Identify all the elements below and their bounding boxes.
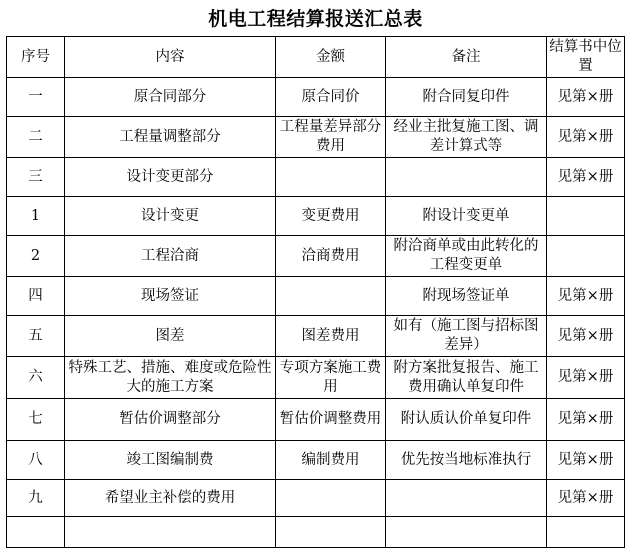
cell-location: 见第×册: [547, 117, 625, 158]
cell-amount: 洽商费用: [276, 236, 386, 277]
cell-amount: 编制费用: [276, 441, 386, 480]
cell-content: 工程量调整部分: [65, 117, 276, 158]
header-amount: 金额: [276, 37, 386, 78]
cell-remark: [386, 517, 547, 548]
cell-no: 四: [7, 277, 65, 316]
cell-no: 六: [7, 357, 65, 399]
cell-remark: 优先按当地标准执行: [386, 441, 547, 480]
cell-amount: 专项方案施工费用: [276, 357, 386, 399]
cell-no: 九: [7, 480, 65, 517]
cell-location: 见第×册: [547, 277, 625, 316]
cell-amount: [276, 480, 386, 517]
cell-location: 见第×册: [547, 78, 625, 117]
cell-content: 希望业主补偿的费用: [65, 480, 276, 517]
cell-location: [547, 236, 625, 277]
cell-no: 一: [7, 78, 65, 117]
cell-location: [547, 517, 625, 548]
cell-no: [7, 517, 65, 548]
cell-no: 八: [7, 441, 65, 480]
cell-amount: [276, 277, 386, 316]
table-row: [7, 441, 625, 480]
table-row: [7, 197, 625, 236]
cell-no: 七: [7, 399, 65, 441]
cell-content: 设计变更部分: [65, 158, 276, 197]
table-row: [7, 117, 625, 158]
cell-no: 三: [7, 158, 65, 197]
cell-content: 现场签证: [65, 277, 276, 316]
cell-remark: 附方案批复报告、施工费用确认单复印件: [386, 357, 547, 399]
cell-remark: [386, 480, 547, 517]
cell-remark: [386, 158, 547, 197]
cell-remark: 如有（施工图与招标图差异）: [386, 316, 547, 357]
table-header-row: [7, 37, 625, 78]
cell-content: 工程洽商: [65, 236, 276, 277]
cell-amount: 工程量差异部分费用: [276, 117, 386, 158]
cell-remark: 经业主批复施工图、调差计算式等: [386, 117, 547, 158]
table-row: [7, 357, 625, 399]
cell-location: 见第×册: [547, 158, 625, 197]
cell-amount: 暂估价调整费用: [276, 399, 386, 441]
cell-amount: [276, 517, 386, 548]
cell-amount: 原合同价: [276, 78, 386, 117]
cell-content: 设计变更: [65, 197, 276, 236]
table-row: [7, 236, 625, 277]
cell-location: 见第×册: [547, 480, 625, 517]
cell-content: 图差: [65, 316, 276, 357]
cell-content: 竣工图编制费: [65, 441, 276, 480]
cell-location: 见第×册: [547, 357, 625, 399]
cell-remark: 附设计变更单: [386, 197, 547, 236]
cell-no: 五: [7, 316, 65, 357]
cell-content: 原合同部分: [65, 78, 276, 117]
cell-remark: 附洽商单或由此转化的工程变更单: [386, 236, 547, 277]
cell-amount: [276, 158, 386, 197]
cell-location: 见第×册: [547, 441, 625, 480]
page-title: 机电工程结算报送汇总表: [208, 8, 423, 30]
header-location: 结算书中位置: [547, 37, 625, 78]
table-row: [7, 277, 625, 316]
table-row: [7, 158, 625, 197]
cell-no: 2: [7, 236, 65, 277]
cell-remark: 附认质认价单复印件: [386, 399, 547, 441]
header-content: 内容: [65, 37, 276, 78]
cell-location: 见第×册: [547, 316, 625, 357]
cell-location: 见第×册: [547, 399, 625, 441]
cell-content: 暂估价调整部分: [65, 399, 276, 441]
header-no: 序号: [7, 37, 65, 78]
table-row: [7, 399, 625, 441]
cell-remark: 附合同复印件: [386, 78, 547, 117]
cell-no: 二: [7, 117, 65, 158]
table-row: [7, 480, 625, 517]
table-row: [7, 517, 625, 548]
cell-remark: 附现场签证单: [386, 277, 547, 316]
cell-amount: 图差费用: [276, 316, 386, 357]
table-row: [7, 78, 625, 117]
cell-no: 1: [7, 197, 65, 236]
cell-amount: 变更费用: [276, 197, 386, 236]
cell-location: [547, 197, 625, 236]
summary-table: [6, 36, 625, 548]
table-row: [7, 316, 625, 357]
header-remark: 备注: [386, 37, 547, 78]
cell-content: [65, 517, 276, 548]
cell-content: 特殊工艺、措施、难度或危险性大的施工方案: [65, 357, 276, 399]
